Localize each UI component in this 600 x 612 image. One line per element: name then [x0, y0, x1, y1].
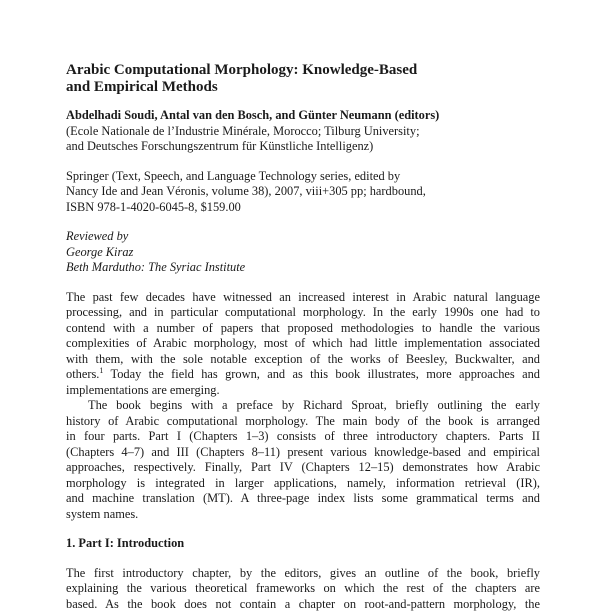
footnote-marker[interactable]: 1 — [99, 366, 103, 375]
affiliation-line-1: (Ecole Nationale de l’Industrie Minérale, Morocco; Tilburg University; — [66, 124, 540, 140]
reviewer-institution: Beth Mardutho: The Syriac Institute — [66, 260, 540, 276]
publication-info — [66, 169, 540, 216]
reviewer-block — [66, 229, 540, 276]
paragraph-1-line: processing, and in particular computational morphology. In the early 1990s one had to — [66, 305, 540, 321]
paragraph-2-line: and machine translation (MT). A three-page index lists some grammatical terms and — [66, 491, 540, 507]
paragraph-1-line: with them, with the sole notable exception of the works of Beesley, Buckwalter, and — [66, 352, 540, 368]
paragraph-1-line-6-pre: others. — [66, 367, 99, 381]
paragraph-2-line: in four parts. Part I (Chapters 1–3) consists of three introductory chapters. Parts II — [66, 429, 540, 445]
paragraph-2-line: system names. — [66, 507, 540, 523]
affiliation-line-2: and Deutsches Forschungszentrum für Künstliche Intelligenz) — [66, 139, 540, 155]
book-title-line-2: and Empirical Methods — [66, 79, 540, 96]
paragraph-1-line-footnote — [66, 367, 540, 383]
paragraph-1-line-6-post: Today the field has grown, and as this book illustrates, more approaches and — [103, 367, 540, 381]
review-body — [66, 290, 540, 523]
editor-names: Abdelhadi Soudi, Antal van den Bosch, and Günter Neumann (editors) — [66, 108, 540, 124]
paragraph-3-line: explaining the various theoretical frameworks on which the rest of the chapters are — [66, 581, 540, 597]
book-title-line-1: Arabic Computational Morphology: Knowledge-Based — [66, 62, 540, 79]
reviewed-by-label: Reviewed by — [66, 229, 540, 245]
section-heading-part-1: 1. Part I: Introduction — [66, 536, 540, 552]
paragraph-2-line: morphology is integrated in larger applications, namely, information retrieval (IR), — [66, 476, 540, 492]
publication-line-3: ISBN 978-1-4020-6045-8, $159.00 — [66, 200, 540, 216]
paragraph-3-line: based. As the book does not contain a chapter on root-and-pattern morphology, the — [66, 597, 540, 612]
publication-line-2: Nancy Ide and Jean Véronis, volume 38), 2007, viii+305 pp; hardbound, — [66, 184, 540, 200]
reviewer-name: George Kiraz — [66, 245, 540, 261]
publication-line-1: Springer (Text, Speech, and Language Technology series, edited by — [66, 169, 540, 185]
paragraph-2 — [66, 398, 540, 522]
paragraph-1 — [66, 290, 540, 399]
paragraph-1-line: The past few decades have witnessed an increased interest in Arabic natural language — [66, 290, 540, 306]
paragraph-2-line: The book begins with a preface by Richard Sproat, briefly outlining the early — [66, 398, 540, 414]
editors-block — [66, 108, 540, 155]
paragraph-1-line: implementations are emerging. — [66, 383, 540, 399]
paragraph-1-line: contend with a number of papers that proposed methodologies to handle the various — [66, 321, 540, 337]
paragraph-2-line: history of Arabic computational morphology. The main body of the book is arranged — [66, 414, 540, 430]
book-title — [66, 62, 540, 96]
paragraph-2-line: (Chapters 4–7) and III (Chapters 8–11) present various knowledge-based and empirical — [66, 445, 540, 461]
review-page — [66, 62, 540, 612]
paragraph-3-line: The first introductory chapter, by the editors, gives an outline of the book, briefly — [66, 566, 540, 582]
paragraph-3 — [66, 566, 540, 612]
paragraph-2-line: approaches, respectively. Finally, Part IV (Chapters 12–15) demonstrates how Arabic — [66, 460, 540, 476]
paragraph-1-line: complexities of Arabic morphology, most of which had little implementation associated — [66, 336, 540, 352]
